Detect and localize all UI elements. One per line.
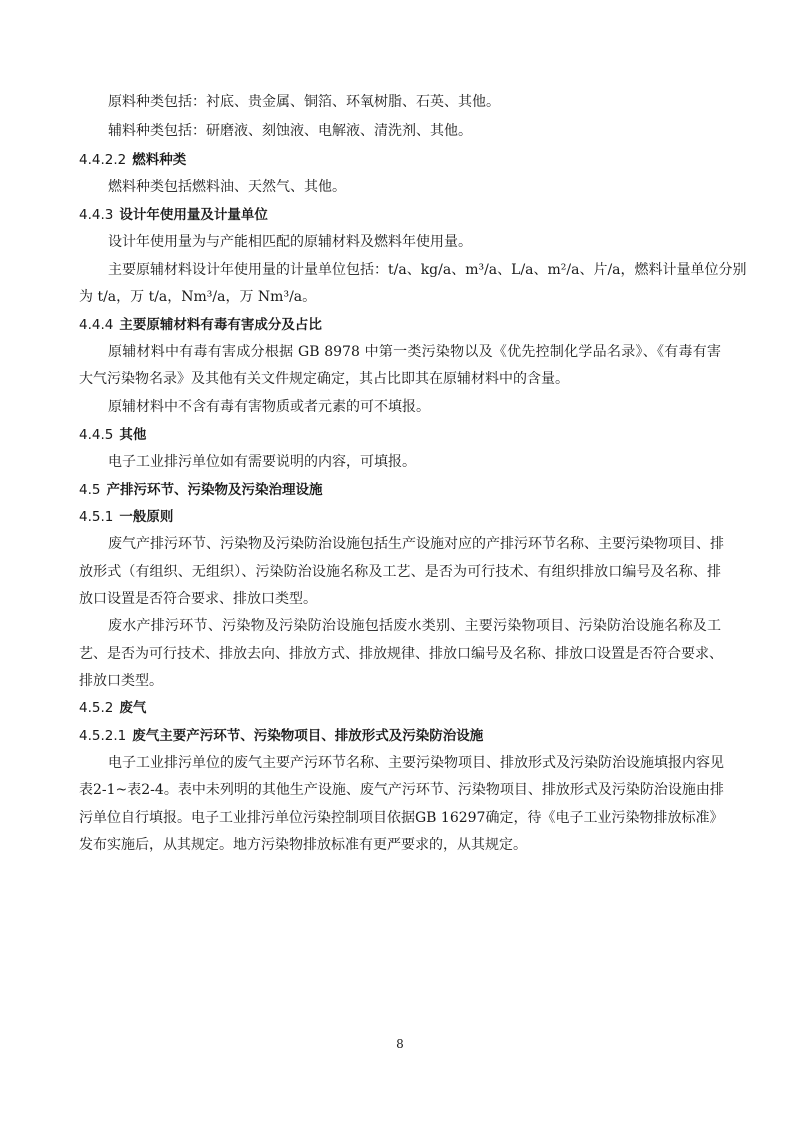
section-title: 废气主要产污环节、污染物项目、排放形式及污染防治设施 [132,728,484,744]
section-heading-4-5-2-1 [0,727,800,745]
section-title: 产排污环节、污染物及污染治理设施 [106,482,323,498]
section-number: 4.4.2.2 [79,152,127,168]
paragraph-waste-gas-line3: 放口设置是否符合要求、排放口类型。 [79,591,317,607]
paragraph-toxic-optional: 原辅材料中不含有毒有害物质或者元素的可不填报。 [108,399,430,415]
section-title: 废气 [119,700,147,716]
paragraph-fuel-types: 燃料种类包括燃料油、天然气、其他。 [108,179,346,195]
paragraph-waste-gas-line1: 废气产排污环节、污染物及污染防治设施包括生产设施对应的产排污环节名称、主要污染物项目、排 [108,536,724,552]
paragraph-raw-materials: 原料种类包括：衬底、贵金属、铜箔、环氧树脂、石英、其他。 [108,94,500,110]
section-number: 4.4.3 [79,207,114,223]
paragraph-toxic-line1: 原辅材料中有毒有害成分根据 GB 8978 中第一类污染物以及《优先控制化学品名录》、《有毒有害 [108,344,721,360]
section-number: 4.5.2.1 [79,728,127,744]
section-number: 4.4.5 [79,427,114,443]
paragraph-units-line1: 主要原辅材料设计年使用量的计量单位包括：t/a、kg/a、m³/a、L/a、m²/a、片/a，燃料计量单位分别 [108,262,747,278]
section-number: 4.4.4 [79,317,114,333]
section-number: 4.5.2 [79,700,114,716]
paragraph-emission-line3: 污单位自行填报。电子工业排污单位污染控制项目依据GB 16297确定，待《电子工业污染物排放标准》 [79,810,724,826]
section-heading-4-5-1 [0,508,800,526]
paragraph-waste-gas-line2: 放形式（有组织、无组织）、污染防治设施名称及工艺、是否为可行技术、有组织排放口编号及名称、排 [79,564,721,580]
section-title: 主要原辅材料有毒有害成分及占比 [119,317,322,333]
paragraph-other: 电子工业排污单位如有需要说明的内容，可填报。 [108,454,416,470]
section-heading-4-4-2-2 [0,151,800,169]
section-heading-4-4-5 [0,426,800,444]
paragraph-auxiliary-materials: 辅料种类包括：研磨液、刻蚀液、电解液、清洗剂、其他。 [108,123,472,139]
paragraph-units-line2: 为 t/a，万 t/a，Nm³/a，万 Nm³/a。 [79,289,317,305]
section-title: 燃料种类 [132,152,187,168]
paragraph-toxic-line2: 大气污染物名录》及其他有关文件规定确定，其占比即其在原辅材料中的含量。 [79,371,569,387]
paragraph-waste-water-line1: 废水产排污环节、污染物及污染防治设施包括废水类别、主要污染物项目、污染防治设施名称及工 [108,618,721,634]
paragraph-design-usage: 设计年使用量为与产能相匹配的原辅材料及燃料年使用量。 [108,234,472,250]
paragraph-waste-water-line2: 艺、是否为可行技术、排放去向、排放方式、排放规律、排放口编号及名称、排放口设置是否符合要求、 [79,646,723,662]
section-number: 4.5 [79,482,101,498]
section-heading-4-4-3 [0,206,800,224]
paragraph-emission-line1: 电子工业排污单位的废气主要产污环节名称、主要污染物项目、排放形式及污染防治设施填报内容见 [108,755,724,771]
page-number: 8 [396,1037,404,1051]
paragraph-waste-water-line3: 排放口类型。 [79,673,163,689]
section-heading-4-4-4 [0,316,800,334]
section-number: 4.5.1 [79,509,114,525]
section-heading-4-5-2 [0,699,800,717]
section-heading-4-5 [0,481,800,499]
section-title: 一般原则 [119,509,174,525]
paragraph-emission-line4: 发布实施后，从其规定。地方污染物排放标准有更严要求的，从其规定。 [79,837,527,853]
section-title: 其他 [119,427,147,443]
section-title: 设计年使用量及计量单位 [119,207,268,223]
paragraph-emission-line2: 表2-1~表2-4。表中未列明的其他生产设施、废气产污环节、污染物项目、排放形式及污染防治设施由排 [79,782,724,798]
